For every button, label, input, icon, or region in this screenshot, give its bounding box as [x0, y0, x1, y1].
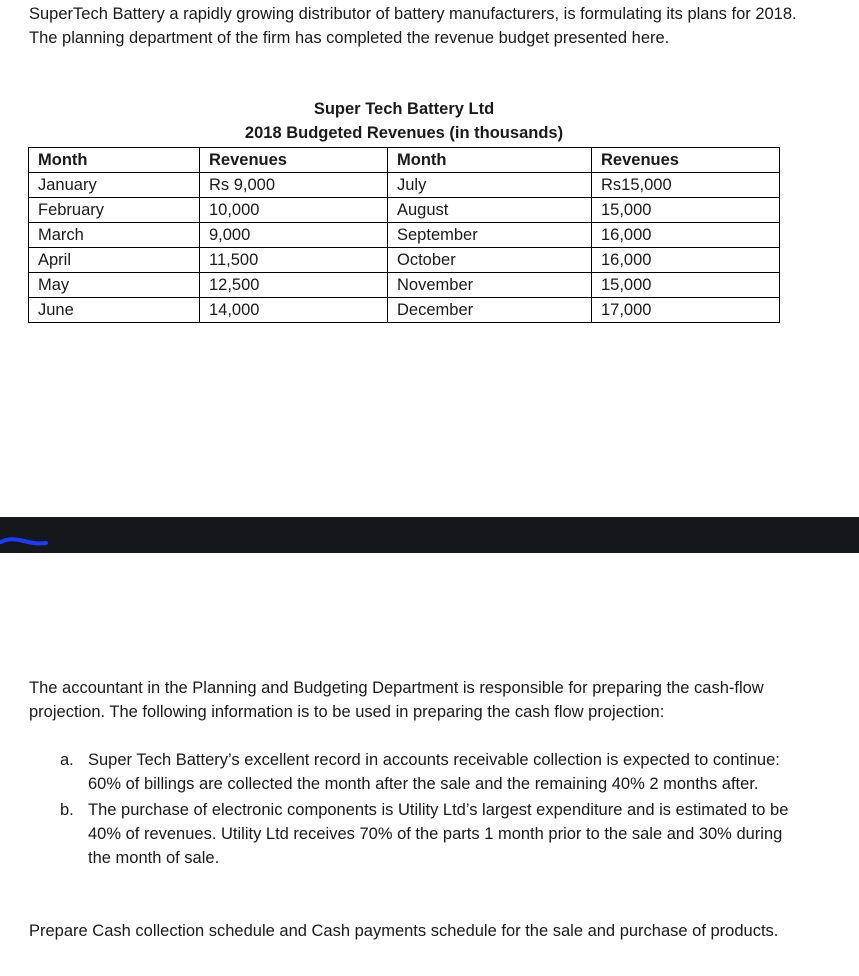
header-revenues-1: Revenues	[200, 148, 388, 173]
requirements-list	[60, 748, 800, 872]
intro-text	[29, 2, 829, 50]
list-marker: b.	[60, 801, 74, 819]
cell-month: March	[29, 223, 200, 248]
table-row	[29, 198, 780, 223]
list-marker: a.	[60, 751, 74, 769]
table-subtitle: 2018 Budgeted Revenues (in thousands)	[244, 124, 564, 142]
header-revenues-2: Revenues	[592, 148, 780, 173]
cell-month: September	[388, 223, 592, 248]
table-row	[29, 223, 780, 248]
cell-revenue: 14,000	[200, 298, 388, 323]
cell-month: November	[388, 273, 592, 298]
cell-month: December	[388, 298, 592, 323]
cell-revenue: 12,500	[200, 273, 388, 298]
cell-month: October	[388, 248, 592, 273]
cell-month: January	[29, 173, 200, 198]
table-row	[29, 298, 780, 323]
header-month-1: Month	[29, 148, 200, 173]
intro-line-2: The planning department of the firm has completed the revenue budget presented here.	[29, 29, 670, 47]
projection-intro: The accountant in the Planning and Budgeting Department is responsible for preparing the cash-flow projection. The following information is to be used in preparing the cash flow projection:	[29, 679, 764, 721]
cell-revenue: 17,000	[592, 298, 780, 323]
cell-month: May	[29, 273, 200, 298]
table-row	[29, 273, 780, 298]
cell-revenue: 15,000	[592, 198, 780, 223]
dark-band	[0, 517, 859, 553]
intro-line-1: SuperTech Battery a rapidly growing distributor of battery manufacturers, is formulating its plans for 2018.	[29, 5, 797, 23]
table-title: Super Tech Battery Ltd	[313, 100, 495, 118]
cell-month: April	[29, 248, 200, 273]
cell-revenue: 16,000	[592, 248, 780, 273]
list-item-text: Super Tech Battery’s excellent record in accounts receivable collection is expected to continue: 60% of billings are collected the month after the sale and the remaining 40% 2 months after.	[88, 751, 780, 793]
cell-revenue: 11,500	[200, 248, 388, 273]
cell-revenue: 10,000	[200, 198, 388, 223]
list-item-text: The purchase of electronic components is Utility Ltd’s largest expenditure and is estimated to be 40% of revenues. Utility Ltd receives 70% of the parts 1 month prior to the sale and 30% during the month of sale.	[88, 801, 789, 867]
cell-revenue: 16,000	[592, 223, 780, 248]
cell-month: June	[29, 298, 200, 323]
table-row	[29, 173, 780, 198]
table-header-row	[29, 148, 780, 173]
pen-stroke-mark	[0, 533, 50, 549]
cell-month: February	[29, 198, 200, 223]
cell-month: July	[388, 173, 592, 198]
cell-revenue: Rs15,000	[592, 173, 780, 198]
list-item	[60, 798, 800, 870]
cell-revenue: 9,000	[200, 223, 388, 248]
table-row	[29, 248, 780, 273]
list-item	[60, 748, 800, 796]
cell-revenue: Rs 9,000	[200, 173, 388, 198]
cell-month: August	[388, 198, 592, 223]
revenue-table	[28, 147, 780, 323]
header-month-2: Month	[388, 148, 592, 173]
cell-revenue: 15,000	[592, 273, 780, 298]
task-instruction: Prepare Cash collection schedule and Cash payments schedule for the sale and purchase of products.	[29, 922, 779, 940]
